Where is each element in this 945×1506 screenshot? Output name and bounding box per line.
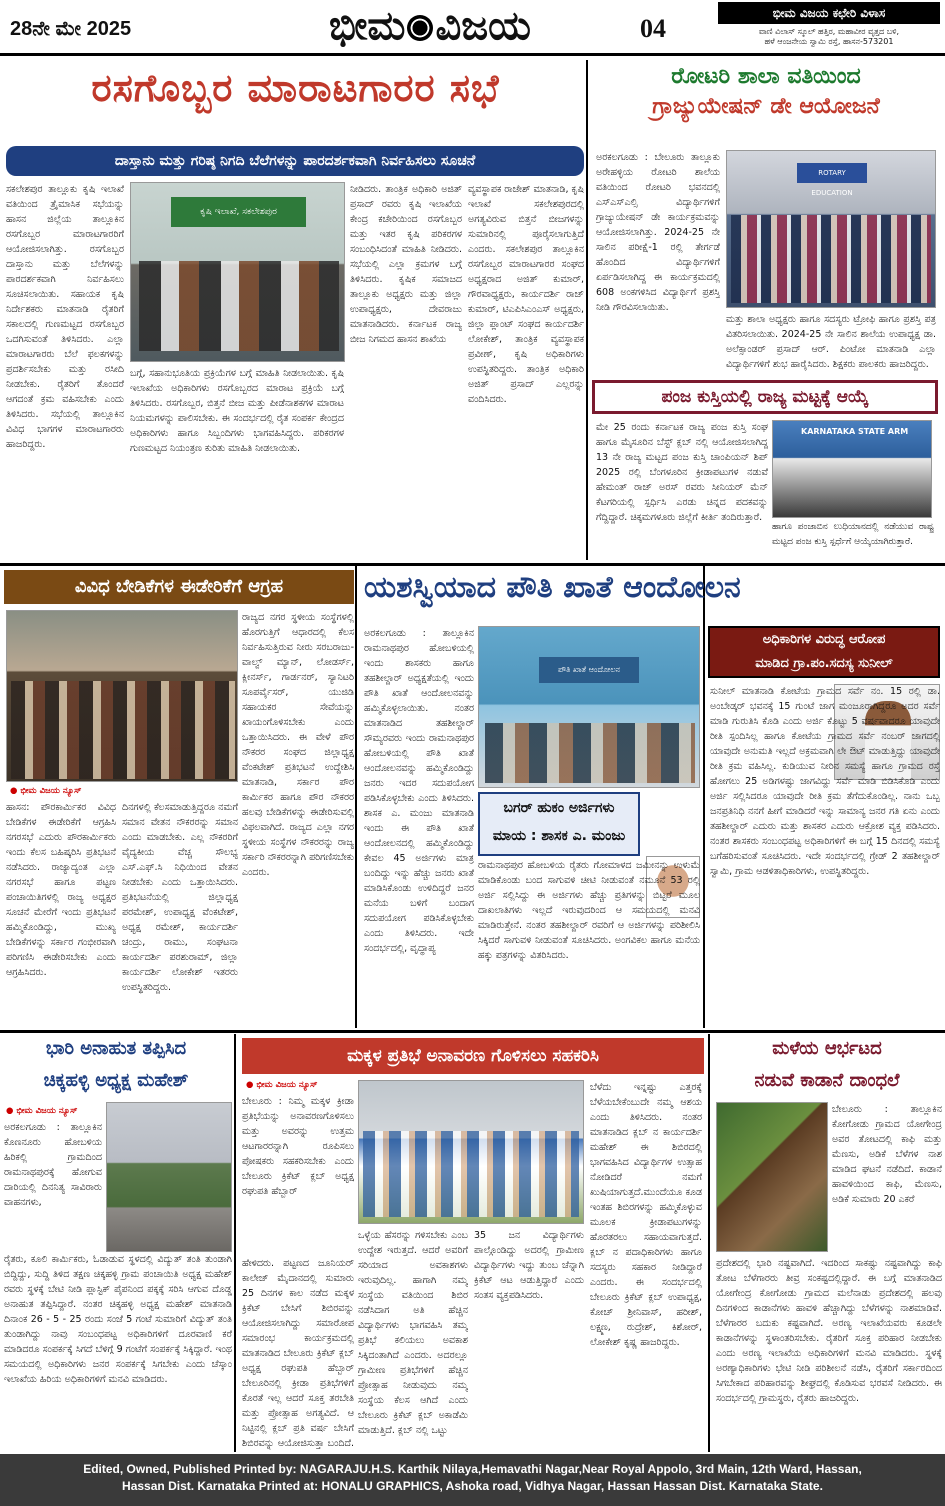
cricket-team-photo xyxy=(358,1080,584,1224)
text-body: ಸುನೀಲ್ ಮಾತನಾಡಿ ಕೋಟೆಯ ಗ್ರಾಮದ ಸರ್ವೆ ನಂ. 15 ರಲ್ಲಿ ಡಾ. ಅಂಬೇಡ್ಕರ್ ಭವನಕ್ಕೆ 15 ಗುಂಟೆ ಜಾಗ ಮಂಜೂರಾಗಿದ್ದರೂ ಅದರ ಸರ್ವೆ ಮಾಡಿ ಗುರುತಿಸಿ ಕೊಡಿ ಎಂದು ಅರ್ಜಿ ಕೊಟ್ಟು 5 ವರ್ಷವಾದರೂ ಯಾವುದೇ ರೀತಿ ಸ್ಪಂದಿಸಿಲ್ಲ ಹಾಗೂ ಕೋಟೆಯ ಗ್ರಾಮದ ಸರ್ವೆ ನಂಬರ್ ಜಾಗದಲ್ಲಿ ಯಾವುದೇ ಅನುಮತಿ ಇಲ್ಲದೆ ಅಕ್ರಮವಾಗಿ ಲೇ ಔಟ್ ಮಾಡುತ್ತಿದ್ದು ಯಾವುದೇ ರೀತಿ ಕ್ರಮ ವಹಿಸಿಲ್ಲ. ಕುಡಿಯುವ ನೀರಿನ ಸಮಸ್ಯೆ ಹಾಗೂ ಗ್ರಾಮದ ರಸ್ತೆ ಹೋಗಲು 25 ಅಡಿಗಳಷ್ಟು ಜಾಗವಿದ್ದು ಸರ್ವೆ ಮಾಡಿ ಬಿಡಿಸಿಕೊಡಿ ಎಂದು ಅರ್ಜಿ ಸಲ್ಲಿಸಿದರೂ ಯಾವುದೇ ರೀತಿ ಕ್ರಮ ತೆಗೆದುಕೊಂಡಿಲ್ಲ. ನಾನು ಒಬ್ಬ ಜನಪ್ರತಿನಿಧಿ ನನಗೆ ಹೀಗೆ ಮಾಡಿದರೆ ಇನ್ನು ಸಾಮಾನ್ಯ ಜನರ ಗತಿ ಏನು ಎಂದು ತಹಶೀಲ್ದಾರ್ ಎದುರು ಮತ್ತು ಶಾಸಕರ ಎದುರು ಆಕ್ರೋಶ ವ್ಯಕ್ತ ಪಡಿಸಿದರು. ನಂತರ ಶಾಸಕರು ಸಂಬಂಧಪಟ್ಟ ಅಧಿಕಾರಿಗಳಿಗೆ ಈ ಬಗ್ಗೆ 15 ದಿನದಲ್ಲಿ ಸಮಸ್ಯೆ ಬಗೆಹರಿಸುವಂತೆ ಸೂಚಿಸಿದರು. ಇದೇ ಸಂದರ್ಭದಲ್ಲಿ ಗ್ರೇಡ್ 2 ತಹಶೀಲ್ದಾರ್ ಸ್ವಾಮಿ, ಗ್ರಾಮ ಆಡಳಿತಾಧಿಕಾರಿಗಳು, ಉಪಸ್ಥಿತರಿದ್ದರು. xyxy=(710,686,940,877)
text-column-2: ರಾಮನಾಥಪುರ ಹೋಬಳಿಯ ರೈತರು ಗೋಮಾಳದ ಜಮೀನನ್ನು ಉಳುಮೆ ಮಾಡಿಕೊಂಡು ಬಂದ ಸಾಗುವಳಿ ಚೀಟಿ ನೀಡುವಂತೆ ನಮೂನೆ 53 ರಲ್ಲಿ ಅರ್ಜಿ ಸಲ್ಲಿಸಿದ್ದು ಈ ಅರ್ಜಿಗಳು ಹೆಚ್ಚು ಪ್ರತಿಗಳನ್ನು ಬಿಟ್ಟರೆ ಮೂಲ ದಾಖಲಾತಿಗಳು ಇಲ್ಲದೆ ಇರುವುದರಿಂದ ಆ ಸಮಯದಲ್ಲಿ ಮನವಿ ಮಾಡಿರುತ್ತೇನೆ. ನಂತರ ತಹಶೀಲ್ದಾರ್ ರವರಿಗೆ ಆ ಅರ್ಜಿಗಳನ್ನು ಪರಿಶೀಲಿಸಿ ಸಿಕ್ಕಿದರೆ ಸಾಗುವಳಿ ನೀಡುವಂತೆ ಸೂಚಿಸಿದರು. ಅಂಗವಿಕಲ ಹಾಗೂ ಮನೆಯ ಹಕ್ಕು ಪತ್ರಗಳನ್ನು ವಿತರಿಸಿದರು. xyxy=(478,860,700,961)
subhead-line-2: ಮಾಯ : ಶಾಸಕ ಎ. ಮಂಜು xyxy=(492,828,626,844)
text-column-1: ಅರಕಲಗೂಡು : ತಾಲ್ಲೂಕಿನ ರಾಮನಾಥಪುರ ಹೋಬಳಿಯಲ್ಲಿ ಇಂದು ಶಾಸಕರು ಹಾಗೂ ತಹಶೀಲ್ದಾರ್ ಅಧ್ಯಕ್ಷತೆಯಲ್ಲಿ ಇಂದು ಪೌತಿ ಖಾತೆ ಆಂದೋಲನವನ್ನು ಹಮ್ಮಿಕೊಳ್ಳಲಾಯಿತು. ನಂತರ ಮಾತನಾಡಿದ ತಹಶೀಲ್ದಾರ್ ಸೌಮ್ಯರವರು ಇಂದು ರಾಮನಾಥಪುರ ಹೋಬಳಿಯಲ್ಲಿ ಪೌತಿ ಖಾತೆ ಆಂದೋಲನವನ್ನು ಹಮ್ಮಿಕೊಂಡಿದ್ದು ಜನರು ಇದರ ಸದುಪಯೋಗ ಪಡಿಸಿಕೊಳ್ಳಬೇಕು ಎಂದು ತಿಳಿಸಿದರು. ಶಾಸಕ ಎ. ಮಂಜು ಮಾತನಾಡಿ ಇಂದು ಈ ಪೌತಿ ಖಾತೆ ಆಂದೋಲನದಲ್ಲಿ ಹಮ್ಮಿಕೊಂಡಿದ್ದು ಕೇವಲ 45 ಅರ್ಜಿಗಳು ಮಾತ್ರ ಬಂದಿದ್ದು ಇನ್ನು ಹೆಚ್ಚು ಜನರು ಖಾತೆ ಮಾಡಿಸಿಕೊಂಡು ಉಳಿದಿದ್ದರೆ ಜನರ ಮನೆಯ ಬಳಿಗೆ ಬಂದಾಗ ಸದುಪಯೋಗ ಪಡಿಸಿಕೊಳ್ಳಬೇಕು ಎಂದು ತಿಳಿಸಿದರು. ಇದೇ ಸಂದರ್ಭದಲ್ಲಿ, ವೃದ್ಧಾಪ್ಯ xyxy=(364,628,474,954)
article-chikkahalli-mahesh xyxy=(0,1034,236,1452)
dais-figures xyxy=(485,723,695,783)
masthead-title xyxy=(300,2,560,50)
text-column-3: 35 ಜನ ವಿದ್ಯಾರ್ಥಿಗಳು ಪಾಲ್ಗೊಂಡಿದ್ದು ಅದರಲ್ಲಿ ಗ್ರಾಮೀಣ ವಿದ್ಯಾರ್ಥಿಗಳು ಇದ್ದು ತುಂಬ ಚೆನ್ನಾಗಿ ಕ್ರಿಕೆಟ್ ಆಟ ಆಡುತ್ತಿದ್ದಾರೆ ಎಂದು ಸಂತಸ ವ್ಯಕ್ತಪಡಿಸಿದರು. xyxy=(474,1230,584,1301)
headline: ವಿವಿಧ ಬೇಡಿಕೆಗಳ ಈಡೇರಿಕೆಗೆ ಆಗ್ರಹ xyxy=(74,576,284,597)
imprint-line-2: Hassan Dist. Karnataka Printed at: HONALU GRAPHICS, Ashoka road, Vidhya Nagar, Hassan Hassan Dist. Karnataka State. xyxy=(122,1479,823,1493)
text-column-1: ಹಾಸನ: ಪೌರಕಾರ್ಮಿಕರ ವಿವಿಧ ಬೇಡಿಕೆಗಳ ಈಡೇರಿಕೆಗೆ ಆಗ್ರಹಿಸಿ ನಗರಸಭೆ ಎದುರು ಪೌರಕಾರ್ಮಿಕರು ಇಂದು ಕೆಲಸ ಬಹಿಷ್ಕರಿಸಿ ಪ್ರತಿಭಟನೆ ನಡೆಸಿದರು. ರಾಜ್ಯಾದ್ಯಂತ ಎಲ್ಲಾ ನಗರಸಭೆ ಹಾಗೂ ಪಟ್ಟಣ ಪಂಚಾಯಿತಿಗಳಲ್ಲಿ ರಾಜ್ಯ ಅಧ್ಯಕ್ಷರ ಸೂಚನೆ ಮೇರೆಗೆ ಇಂದು ಪ್ರತಿಭಟನೆ ಹಮ್ಮಿಕೊಂಡಿದ್ದು, ಮುಖ್ಯ ಬೇಡಿಕೆಗಳನ್ನು ಸರ್ಕಾರ ಗಂಭೀರವಾಗಿ ಪರಿಗಣಿಸಿ ಈಡೇರಿಸಬೇಕು ಎಂದು ಆಗ್ರಹಿಸಿದರು. xyxy=(6,802,116,978)
text-column-2: ರಾಜ್ಯದ ನಗರ ಸ್ಥಳೀಯ ಸಂಸ್ಥೆಗಳಲ್ಲಿ ಹೊರಗುತ್ತಿಗೆ ಆಧಾರದಲ್ಲಿ ಕೆಲಸ ನಿರ್ವಹಿಸುತ್ತಿರುವ ನೀರು ಸರಬರಾಜು-ವಾಲ್ವ್ ಮ್ಯಾನ್, ಲೋಡರ್ಸ್, ಕ್ಲೀನರ್ಸ್, ಗಾರ್ಡನರ್, ಸ್ಯಾನಿಟರಿ ಸೂಪರ್ವೈಸರ್, ಯುಜಿಡಿ ಸಹಾಯಕರ ಸೇವೆಯನ್ನು ಖಾಯಂಗೊಳಿಸಬೇಕು ಎಂದು ಒತ್ತಾಯಿಸಿದರು. ಈ ವೇಳೆ ಪೌರ ನೌಕರರ ಸಂಘದ ಜಿಲ್ಲಾಧ್ಯಕ್ಷ ವೆಂಕಟೇಶ್ ಪ್ರತಿಭಟನೆ ಉದ್ದೇಶಿಸಿ ಮಾತನಾಡಿ, ಸರ್ಕಾರ ಪೌರ ಕಾರ್ಮಿಕರ ಹಾಗೂ ಪೌರ ನೌಕರರ ಹಲವು ಬೇಡಿಕೆಗಳನ್ನು ಈಡೇರಿಸುವಲ್ಲಿ ವಿಫಲವಾಗಿದೆ. ರಾಜ್ಯದ ಎಲ್ಲಾ ನಗರ ಸ್ಥಳೀಯ ಸಂಸ್ಥೆಗಳ ನೌಕರರನ್ನು ರಾಜ್ಯ ಸರ್ಕಾರಿ ನೌಕರರನ್ನಾಗಿ ಪರಿಗಣಿಸಬೇಕು ಎಂದರು. xyxy=(242,612,354,878)
text-body: ಪ್ರದೇಶದಲ್ಲಿ ಭಾರಿ ನಷ್ಟವಾಗಿದೆ. ಇದರಿಂದ ಸಾಕಷ್ಟು ನಷ್ಟವಾಗಿದ್ದು ಕಾಫಿ ತೋಟ ಬೆಳೆಗಾರರು ತೀವ್ರ ಸಂಕಷ್ಟದಲ್ಲಿದ್ದಾರೆ. ಈ ಬಗ್ಗೆ ಮಾತನಾಡಿದ ಯೋಗೇಂದ್ರ ಕೋಗೋಡು ಗ್ರಾಮದ ಮಲೆನಾಡು ಪ್ರದೇಶದಲ್ಲಿ ಹಲವು ದಿನಗಳಿಂದ ಕಾಡಾನೆಗಳು ಹಾವಳಿ ಹೆಚ್ಚಾಗಿದ್ದು ಬೆಳೆಗಳನ್ನು ನಾಶಮಾಡಿವೆ. ಬೆಳೆಗಾರರ ಬದುಕು ಕಷ್ಟವಾಗಿದೆ. ಅರಣ್ಯ ಇಲಾಖೆಯವರು ಕೂಡಲೇ ಕಾಡಾನೆಗಳನ್ನು ಸ್ಥಳಾಂತರಿಸಬೇಕು. ರೈತರಿಗೆ ಸೂಕ್ತ ಪರಿಹಾರ ನೀಡಬೇಕು ಎಂದು ಅರಣ್ಯ ಇಲಾಖೆಯ ಅಧಿಕಾರಿಗಳಿಗೆ ಮನವಿ ಮಾಡಿದರು. ಸ್ಥಳಕ್ಕೆ ಅರಣ್ಯಾಧಿಕಾರಿಗಳು ಭೇಟಿ ನೀಡಿ ಪರಿಶೀಲನೆ ನಡೆಸಿ, ರೈತರಿಗೆ ಸರ್ಕಾರದಿಂದ ಸಿಗಬೇಕಾದ ಪರಿಹಾರವನ್ನು ಶೀಘ್ರದಲ್ಲಿ ಕೊಡಿಸುವ ಭರವಸೆ ನೀಡಿದರು. ಈ ಸಂದರ್ಭದಲ್ಲಿ ಗ್ರಾಮಸ್ಥರು, ರೈತರು ಹಾಜರಿದ್ದರು. xyxy=(716,1258,942,1404)
text-body: ಮೇ 25 ರಂದು ಕರ್ನಾಟಕ ರಾಜ್ಯ ಪಂಜ ಕುಸ್ತಿ ಸಂಘ ಹಾಗೂ ಮೈಸೂರಿನ ಬೆಸ್ಟ್ ಕ್ಲಬ್ ನಲ್ಲಿ ಆಯೋಜಿಸಲಾಗಿದ್ದ 13 ನೇ ರಾಜ್ಯ ಮಟ್ಟದ ಪಂಜ ಕುಸ್ತಿ ಚಾಂಪಿಯನ್ ಶಿಪ್ 2025 ರಲ್ಲಿ ಬೆಂಗಳೂರಿನ ಕ್ರೀಡಾಪಟುಗಳ ನಡುವೆ ಹೇಮಂತ್ ರಾಜ್ ಅರಸ್ ರವರು ಸೀನಿಯರ್ ಮೆನ್ ಕೆಟಗರಿಯಲ್ಲಿ ಸ್ಪರ್ಧಿಸಿ ಎರಡು ಚಿನ್ನದ ಪದಕವನ್ನು ಗೆದ್ದಿದ್ದಾರೆ. ಚಿಕ್ಕಮಗಳೂರು ಜಿಲ್ಲೆಗೆ ಕೀರ್ತಿ ತಂದಿರುತ್ತಾರೆ. xyxy=(596,422,768,523)
credit: ● ಭೀಮ ವಿಜಯ ನ್ಯೂಸ್ xyxy=(6,1106,78,1116)
imprint-line-1: Edited, Owned, Published Printed by: NAGARAJU.H.S. Karthik Nilaya,Hemavathi Nagar,Near Royal Appolo, 3rd Main, 12th Ward, Hassan, xyxy=(83,1462,862,1476)
article-fertilizer-meeting xyxy=(0,60,588,560)
headline-line-1: ಭಾರಿ ಅನಾಹುತ ತಪ್ಪಿಸಿದ xyxy=(45,1038,187,1059)
headline-box xyxy=(592,380,938,414)
headline-line-1: ಅಧಿಕಾರಿಗಳ ವಿರುದ್ಧ ಆರೋಪ xyxy=(762,632,886,647)
headline-box xyxy=(708,626,940,678)
article-rotary-graduation xyxy=(592,60,945,378)
headline-line-2: ಮಾಡಿದ ಗ್ರಾ.ಪಂ.ಸದಸ್ಯ ಸುನೀಲ್ xyxy=(755,656,893,671)
protest-photo xyxy=(6,610,238,782)
title-left: ಭೀಮ xyxy=(329,3,406,49)
text-intro: ಅರಕಲಗೂಡು : ತಾಲ್ಲೂಕಿನ ಕೊಣನೂರು ಹೋಬಳಿಯ ಹಿರಿಕಲ್ಲಿ ಗ್ರಾಮದಿಂದ ರಾಮನಾಥಪುರಕ್ಕೆ ಹೋಗುವ ದಾರಿಯಲ್ಲಿ ದಿನನಿತ್ಯ ಸಾವಿರಾರು ವಾಹನಗಳು, xyxy=(4,1122,102,1208)
damage-photo xyxy=(716,1102,828,1252)
article-cricket-camp xyxy=(238,1034,706,1452)
text-column-4: ವ್ಯವಸ್ಥಾಪಕ ರಾಜೇಶ್ ಮಾತನಾಡಿ, ಕೃಷಿ ಇಲಾಖೆ ಸಕಲೇಶಪುರದಲ್ಲಿ ಅಗತ್ಯವಿರುವ ಬಿತ್ತನೆ ಬೀಜಗಳನ್ನು ಸುಮಾರಿನಲ್ಲಿ ಪೂರೈಸಲಾಗುತ್ತಿದೆ ಎಂದರು. ಸಕಲೇಶಪುರ ತಾಲ್ಲೂಕಿನ ರಸಗೊಬ್ಬರ ಮಾರಾಟಗಾರರ ಸಂಘದ ಅಧ್ಯಕ್ಷರಾದ ಅಜಿತ್ ಕುಮಾರ್, ಗೌರವಾಧ್ಯಕ್ಷರು, ಕಾರ್ಯದರ್ಶಿ ರಾಜ್ ಕುಮಾರ್, ಟಿಎಪಿಸಿಎಂಎಸ್ ಅಧ್ಯಕ್ಷರು, ಜಿಲ್ಲಾ ಪ್ಲಾಂಟ್ ಸಂಘದ ಕಾರ್ಯದರ್ಶಿ ಲೋಕೇಶ್, ತಾಂತ್ರಿಕ ವ್ಯವಸ್ಥಾಪಕ ಪ್ರವೀಣ್, ಕೃಷಿ ಅಧಿಕಾರಿಗಳು ಉಪಸ್ಥಿತರಿದ್ದರು. ತಾಂತ್ರಿಕ ಅಧಿಕಾರಿ ಅಜಿತ್ ಪ್ರಸಾದ್ ಎಲ್ಲರನ್ನು ವಂದಿಸಿದರು. xyxy=(468,184,584,405)
students-figures xyxy=(731,215,931,303)
headline-line-2: ನಡುವೆ ಕಾಡಾನೆ ದಾಂಧಲೆ xyxy=(754,1070,900,1091)
winner-photo xyxy=(772,420,932,518)
crowd-figures xyxy=(11,681,235,779)
headline-line-2: ಚಿಕ್ಕಹಳ್ಳಿ ಅಧ್ಯಕ್ಷ ಮಹೇಶ್ xyxy=(43,1070,189,1091)
credit: ● ಭೀಮ ವಿಜಯ ನ್ಯೂಸ್ xyxy=(246,1080,318,1090)
page-number: 04 xyxy=(640,14,666,43)
subhead-line-1: ಬಗರ್ ಹುಕಂ ಅರ್ಜಿಗಳು xyxy=(503,800,615,816)
road-photo xyxy=(106,1102,232,1252)
text-column-4: ಬೆಳೆದು ಇನ್ನಷ್ಟು ಎತ್ತರಕ್ಕೆ ಬೆಳೆಯಬೇಕೆಂಬುದೇ ನಮ್ಮ ಆಶಯ ಎಂದು ತಿಳಿಸಿದರು. ನಂತರ ಮಾತನಾಡಿದ ಕ್ಲಬ್ ನ ಕಾರ್ಯದರ್ಶಿ ಮಹೇಶ್ ಈ ಶಿಬಿರದಲ್ಲಿ ಭಾಗವಹಿಸಿದ ವಿದ್ಯಾರ್ಥಿಗಳ ಉತ್ಸಾಹ ನೋಡಿದರೆ ನಮಗೆ ಖುಷಿಯಾಗುತ್ತದೆ.ಮುಂದೆಯೂ ಕೂಡ ಇಂತಹ ಶಿಬಿರಗಳನ್ನು ಹಮ್ಮಿಕೊಳ್ಳುವ ಮೂಲಕ ಕ್ರೀಡಾಪಟುಗಳನ್ನು ಹೊರತರಲು ಸಹಾಯವಾಗುತ್ತದೆ. ಕ್ಲಬ್ ನ ಪದಾಧಿಕಾರಿಗಳು ಹಾಗೂ ಸದಸ್ಯರು ಸಹಕಾರ ನೀಡಿದ್ದಾರೆ ಎಂದರು. ಈ ಸಂದರ್ಭದಲ್ಲಿ ಬೇಲೂರು ಕ್ರಿಕೆಟ್ ಕ್ಲಬ್ ಉಪಾಧ್ಯಕ್ಷ, ಕೋಚ್ ಶ್ರೀನಿವಾಸ್, ಹರೀಶ್, ಲಕ್ಷ್ಮಣ, ರುದ್ರೇಶ್, ಕಿಶೋರ್, ಲೋಕೇಶ್ ಕೃಷ್ಣ ಹಾಜರಿದ್ದರು. xyxy=(590,1082,702,1348)
text-column-2: ಒಳ್ಳೆಯ ಹೆಸರನ್ನು ಗಳಿಸಬೇಕು ಎಂಬ ಉದ್ದೇಶ ಇರುತ್ತದೆ. ಆದರೆ ಅವರಿಗೆ ಸರಿಯಾದ ಅವಕಾಶಗಳು ಇರುವುದಿಲ್ಲ. ಹಾಗಾಗಿ ನಮ್ಮ ಸಂಸ್ಥೆಯ ವತಿಯಿಂದ ಶಿಬಿರ ನಡೆಸಿದಾಗ ಅತಿ ಹೆಚ್ಚಿನ ವಿದ್ಯಾರ್ಥಿಗಳು ಭಾಗವಹಿಸಿ ತಮ್ಮ ಪ್ರತಿಭೆ ಕಲಿಯಲು ಅವಕಾಶ ಸಿಕ್ಕಿದಂತಾಗಿದೆ ಎಂದರು. ಅದರಲ್ಲೂ ಗ್ರಾಮೀಣ ಪ್ರತಿಭೆಗಳಿಗೆ ಹೆಚ್ಚಿನ ಪ್ರೋತ್ಸಾಹ ನೀಡುವುದು ನಮ್ಮ ಸಂಸ್ಥೆಯ ಕೆಲಸ ಆಗಿದೆ ಎಂದು ಬೇಲೂರು ಕ್ರಿಕೆಟ್ ಕ್ಲಬ್ ಅಕಾಡೆಮಿ ಮಾಡುತ್ತಿದೆ. ಕ್ಲಬ್ ನಲ್ಲಿ ಒಟ್ಟು xyxy=(358,1230,468,1436)
title-right: ವಿಜಯ xyxy=(435,3,531,49)
article-arm-wrestling xyxy=(592,380,945,562)
divider xyxy=(0,1030,945,1033)
subhead: ದಾಸ್ತಾನು ಮತ್ತು ಗರಿಷ್ಠ ನಿಗದಿ ಬೆಲೆಗಳನ್ನು ಪಾರದರ್ಶಕವಾಗಿ ನಿರ್ವಹಿಸಲು ಸೂಚನೆ xyxy=(114,153,476,169)
people-figures xyxy=(139,261,339,351)
text-column-2: ಮತ್ತು ಶಾಲಾ ಅಧ್ಯಕ್ಷರು ಹಾಗೂ ಸದಸ್ಯರು ಟ್ರೋಫಿ ಹಾಗೂ ಪ್ರಶಸ್ತಿ ಪತ್ರ ವಿತರಿಸಲಾಯಿತು. 2024-25 ನೇ ಸಾಲಿನ ಶಾಲೆಯ ಉಪಾಧ್ಯಕ್ಷ ಡಾ. ಅಲೆಕ್ಸಾಂಡರ್ ಪ್ರಸಾದ್ ಆರ್. ಪಿಂಟೋ ಮಾತನಾಡಿ ಎಲ್ಲಾ ವಿದ್ಯಾರ್ಥಿಗಳಿಗೆ ಶುಭ ಹಾರೈಸಿದರು. ಶಿಕ್ಷಕರು ಪಾಲಕರು ಹಾಜರಿದ್ದರು. xyxy=(726,314,936,370)
text-body: ರೈತರು, ಕೂಲಿ ಕಾರ್ಮಿಕರು, ಓಡಾಡುವ ಸ್ಥಳದಲ್ಲಿ ವಿದ್ಯುತ್ ತಂತಿ ತುಂಡಾಗಿ ಬಿದ್ದಿದ್ದು, ಸುದ್ದಿ ತಿಳಿದ ತಕ್ಷಣ ಚಿಕ್ಕಹಳ್ಳಿ ಗ್ರಾಮ ಪಂಚಾಯಿತಿ ಅಧ್ಯಕ್ಷ ಮಹೇಶ್ ರವರು ಸ್ಥಳಕ್ಕೆ ಬೇಟಿ ನೀಡಿ ಪ್ಲಾಸ್ಟಿಕ್ ಪೈಪನಿಂದ ಪಕ್ಕಕ್ಕೆ ಸರಿಸಿ ಆಗುವ ದೊಡ್ಡ ಅನಾಹುತ ತಪ್ಪಿಸಿದ್ದಾರೆ. ನಂತರ ಚಿಕ್ಕಹಳ್ಳಿ ಅಧ್ಯಕ್ಷ ಮಹೇಶ್ ಮಾತನಾಡಿ ದಿನಾಂಕ 26 - 5 - 25 ರಂದು ಸಂಜೆ 5 ಗಂಟೆ ಸುಮಾರಿಗೆ ವಿದ್ಯುತ್ ತಂತಿ ತುಂಡಾಗಿದ್ದು ನಾವು ಸಂಬಂಧಪಟ್ಟ ಅಧಿಕಾರಿಗಳಿಗೆ ದೂರವಾಣಿ ಕರೆ ಮಾಡಿದರೂ ಸಂಪರ್ಕಕ್ಕೆ ಸಿಗದೆ ಬೆಳಿಗ್ಗೆ 9 ಗಂಟೆಗೆ ಸಂಪರ್ಕಕ್ಕೆ ಸಿಕ್ಕಿದ್ದಾರೆ. ಇಂಥ ಸಮಯದಲ್ಲಿ ಅಧಿಕಾರಿಗಳು ಜನರ ಸಂಪರ್ಕಕ್ಕೆ ಸಿಗಬೇಕು ಎಂದು ಚೆಸ್ಕಾಂ ಇಲಾಖೆಯ ಹಿರಿಯ ಅಧಿಕಾರಿಗಳಿಗೆ ಮನವಿ ಮಾಡಿದರು. xyxy=(4,1254,232,1385)
article-allegation-sunil xyxy=(708,626,945,1028)
meeting-photo xyxy=(130,182,345,362)
text-intro: ಬೇಲೂರು : ನಿಮ್ಮ ಮಕ್ಕಳ ಕ್ರೀಡಾ ಪ್ರತಿಭೆಯನ್ನು ಅನಾವರಣಗೊಳಿಸಲು ಮತ್ತು ಅವರನ್ನು ಉತ್ತಮ ಆಟಗಾರರನ್ನಾಗಿ ರೂಪಿಸಲು ಪೋಷಕರು ಸಹಕರಿಸಬೇಕು ಎಂದು ಬೇಲೂರು ಕ್ರಿಕೆಟ್ ಕ್ಲಬ್ ಅಧ್ಯಕ್ಷ ರಘುಪತಿ ಹೆಬ್ಬಾರ್ xyxy=(242,1096,354,1197)
text-side: ಹಾಗೂ ಪಂಜಾಬಿನ ಲುಧಿಯಾನದಲ್ಲಿ ನಡೆಯುವ ರಾಷ್ಟ್ರ ಮಟ್ಟದ ಪಂಜ ಕುಸ್ತಿ ಸ್ಪರ್ಧೆಗೆ ಆಯ್ಕೆಯಾಗಿರುತ್ತಾರೆ. xyxy=(772,522,934,547)
title-sun-icon xyxy=(407,15,433,41)
photo-banner: ಕೃಷಿ ಇಲಾಖೆ, ಸಕಲೇಶಪುರ xyxy=(171,197,306,227)
subhead-box xyxy=(478,792,640,856)
issue-date: 28ನೇ ಮೇ 2025 xyxy=(10,18,132,40)
subhead-bar xyxy=(6,146,584,176)
text-column-1: ಅರಕಲಗೂಡು : ಬೇಲೂರು ತಾಲ್ಲೂಕು ಅರೇಹಳ್ಳಿಯ ರೋಟರಿ ಶಾಲೆಯ ವತಿಯಿಂದ ರೋಟರಿ ಭವನದಲ್ಲಿ ಎಸ್ಎಸ್ಎಲ್ಸಿ ವಿದ್ಯಾರ್ಥಿಗಳಿಗೆ ಗ್ರಾಜ್ಯುಯೇಷನ್ ಡೇ ಕಾರ್ಯಕ್ರಮವನ್ನು ಆಯೋಜಿಸಲಾಗಿತ್ತು. 2024-25 ನೇ ಸಾಲಿನ ಪರೀಕ್ಷೆ-1 ರಲ್ಲಿ ತೇರ್ಗಡೆ ಹೊಂದಿದ ವಿದ್ಯಾರ್ಥಿಗಳಿಗೆ ಏರ್ಪಡಿಸಲಾಗಿದ್ದ ಈ ಕಾರ್ಯಕ್ರಮದಲ್ಲಿ 608 ಅಂಕಗಳಿಸಿದ ವಿದ್ಯಾರ್ಥಿಗೆ ಪ್ರಶಸ್ತಿ ನೀಡಿ ಗೌರವಿಸಲಾಯಿತು. xyxy=(596,152,720,313)
headline: ರಸಗೊಬ್ಬರ ಮಾರಾಟಗಾರರ ಸಭೆ xyxy=(91,66,500,110)
players-figures xyxy=(363,1131,579,1217)
office-address-2: ಹಳೆ ಆಂಜನೇಯ ಸ್ವಾಮಿ ರಸ್ತೆ, ಹಾಸನ-573201 xyxy=(764,37,894,46)
headline-bar xyxy=(4,570,354,604)
headline-line-2: ಗ್ರಾಜ್ಯುಯೇಷನ್ ಡೇ ಆಯೋಜನೆ xyxy=(652,94,880,119)
text-intro: ಬೇಲೂರು : ತಾಲ್ಲೂಕಿನ ಕೋಗೋಡು ಗ್ರಾಮದ ಯೋಗೇಂದ್ರ ಅವರ ತೋಟದಲ್ಲಿ ಕಾಫಿ ಮತ್ತು ಮೆಣಸು, ಅಡಿಕೆ ಬೆಳೆಗಳ ನಾಶ ಮಾಡಿದ ಘಟನೆ ನಡೆದಿದೆ. ಕಾಡಾನೆ ಹಾವಳಿಯಿಂದ ಕಾಫಿ, ಮೆಣಸು, ಅಡಿಕೆ ಸುಮಾರು 20 ಎಕರೆ xyxy=(832,1104,942,1205)
credit: ● ಭೀಮ ವಿಜಯ ನ್ಯೂಸ್ xyxy=(10,786,82,796)
headline-line-1: ಮಳೆಯ ಆರ್ಭಟದ xyxy=(772,1038,882,1059)
text-column-1: ಹೇಳಿದರು. ಪಟ್ಟಣದ ಜೂನಿಯರ್ ಕಾಲೇಜ್ ಮೈದಾನದಲ್ಲಿ ಸುಮಾರು 25 ದಿನಗಳ ಕಾಲ ನಡೆದ ಮಕ್ಕಳ ಕ್ರಿಕೆಟ್ ಬೇಸಿಗೆ ಶಿಬಿರವನ್ನು ಆಯೋಜಿಸಲಾಗಿದ್ದು ಸಮಾರೋಪ ಸಮಾರಂಭ ಕಾರ್ಯಕ್ರಮದಲ್ಲಿ ಮಾತನಾಡಿದ ಬೇಲೂರು ಕ್ರಿಕೆಟ್ ಕ್ಲಬ್ ಅಧ್ಯಕ್ಷ ರಘುಪತಿ ಹೆಬ್ಬಾರ್ ಬೇಲೂರಿನಲ್ಲಿ ಕ್ರೀಡಾ ಪ್ರತಿಭೆಗಳಿಗೆ ಕೊರತೆ ಇಲ್ಲ ಆದರೆ ಸೂಕ್ತ ತರಬೇತಿ ಮತ್ತು ಪ್ರೋತ್ಸಾಹ ಅಗತ್ಯವಿದೆ. ಆ ನಿಟ್ಟಿನಲ್ಲಿ ಕ್ಲಬ್ ಪ್ರತಿ ವರ್ಷ ಬೇಸಿಗೆ ಶಿಬಿರವನ್ನು ಆಯೋಜಿಸುತ್ತಾ ಬಂದಿದೆ. xyxy=(242,1258,354,1449)
text-column-1: ಸಕಲೇಶಪುರ ತಾಲ್ಲೂಕು ಕೃಷಿ ಇಲಾಖೆ ವತಿಯಿಂದ ತ್ರೈಮಾಸಿಕ ಸಭೆಯನ್ನು ಹಾಸನ ಜಿಲ್ಲೆಯ ತಾಲ್ಲೂಕಿನ ರಸಗೊಬ್ಬರ ಮಾರಾಟಗಾರರಿಗೆ ಆಯೋಜಿಸಲಾಗಿತ್ತು. ರಸಗೊಬ್ಬರ ದಾಸ್ತಾನು ಮತ್ತು ಬೆಲೆಗಳನ್ನು ಪಾರದರ್ಶಕವಾಗಿ ನಿರ್ವಹಿಸಲು ಸೂಚಿಸಲಾಯಿತು. ಸಹಾಯಕ ಕೃಷಿ ನಿರ್ದೇಶಕರು ಮಾತನಾಡಿ ರೈತರಿಗೆ ಸಕಾಲದಲ್ಲಿ ಗುಣಮಟ್ಟದ ರಸಗೊಬ್ಬರ ಒದಗಿಸುವಂತೆ ತಿಳಿಸಿದರು. ಎಲ್ಲಾ ಮಾರಾಟಗಾರರು ಬೆಲೆ ಫಲಕಗಳನ್ನು ಪ್ರದರ್ಶಿಸಬೇಕು ಮತ್ತು ರಸೀದಿ ನೀಡಬೇಕು. ರೈತರಿಗೆ ತೊಂದರೆ ಆಗದಂತೆ ಕ್ರಮ ವಹಿಸಬೇಕು ಎಂದು ತಿಳಿಸಿದರು. ಸಭೆಯಲ್ಲಿ ತಾಲ್ಲೂಕಿನ ವಿವಿಧ ಭಾಗಗಳ ಮಾರಾಟಗಾರರು ಹಾಜರಿದ್ದರು. xyxy=(6,184,124,450)
event-photo xyxy=(478,626,700,788)
photo-banner: ಪೌತಿ ಖಾತೆ ಆಂದೋಲನ xyxy=(539,657,639,683)
headline-bar xyxy=(242,1038,704,1074)
text-column-3: ನೀಡಿದರು. ತಾಂತ್ರಿಕ ಅಧಿಕಾರಿ ಅಜಿತ್ ಪ್ರಸಾದ್ ರವರು ಕೃಷಿ ಇಲಾಖೆಯ ಕೇಂದ್ರ ಕಚೇರಿಯಿಂದ ರಸಗೊಬ್ಬರ ಮತ್ತು ಇತರ ಕೃಷಿ ಪರಿಕರಗಳ ಸಂಬಂಧಿಸಿದಂತೆ ಮಾಹಿತಿ ನೀಡಿದರು. ಸಭೆಯಲ್ಲಿ ಎಲ್ಲಾ ಕ್ರಮಗಳ ಬಗ್ಗೆ ತಿಳಿಸಿದರು. ಕೃಷಿಕ ಸಮಾಜದ ತಾಲ್ಲೂಕು ಅಧ್ಯಕ್ಷರು ಮತ್ತು ಜಿಲ್ಲಾ ಉಪಾಧ್ಯಕ್ಷರು, ದೇವರಾಜು ಮಾತನಾಡಿದರು. ಕರ್ನಾಟಕ ರಾಜ್ಯ ಬೀಜ ನಿಗಮದ ಹಾಸನ ಶಾಖೆಯ xyxy=(350,184,462,345)
headline: ಯಶಸ್ವಿಯಾದ ಪೌತಿ ಖಾತೆ ಆಂದೋಲನ xyxy=(364,570,741,605)
headline: ಪಂಜ ಕುಸ್ತಿಯಲ್ಲಿ ರಾಜ್ಯ ಮಟ್ಟಕ್ಕೆ ಆಯ್ಕೆ xyxy=(661,387,869,407)
imprint-footer xyxy=(0,1454,945,1506)
photo-banner: KARNATAKA STATE ARM xyxy=(801,427,909,436)
office-address-1: ವಾಣಿ ವಿಲಾಸ್ ಸ್ಕೂಲ್ ಹತ್ತಿರ, ಮಹಾವೀರ ವೃತ್ತದ ಬಳಿ, xyxy=(758,27,900,36)
graduation-photo xyxy=(726,150,936,308)
article-demands-protest xyxy=(0,566,357,1028)
text-column-2: ಬಗ್ಗೆ, ಸಹಾನುಭೂತಿಯ ಪ್ರಕ್ರಿಯೆಗಳ ಬಗ್ಗೆ ಮಾಹಿತಿ ನೀಡಲಾಯಿತು. ಕೃಷಿ ಇಲಾಖೆಯ ಅಧಿಕಾರಿಗಳು ರಸಗೊಬ್ಬರದ ಮಾರಾಟ ಪ್ರಕ್ರಿಯೆ ಬಗ್ಗೆ ತಿಳಿಸಿದರು. ರಸಗೊಬ್ಬರ, ಬಿತ್ತನೆ ಬೀಜ ಮತ್ತು ಪೀಡೆನಾಶಕಗಳ ಮಾರಾಟ ನಿಯಮಗಳನ್ನು ಪಾಲಿಸಬೇಕು. ಈ ಸಂದರ್ಭದಲ್ಲಿ ರೈತ ಸಂಪರ್ಕ ಕೇಂದ್ರದ ಅಧಿಕಾರಿಗಳು ಹಾಗೂ ಸಿಬ್ಬಂದಿಗಳು ಭಾಗವಹಿಸಿದ್ದರು. ಪರಿಕರಗಳ ಗುಣಮಟ್ಟದ ನಿಯಂತ್ರಣ ಕುರಿತು ಮಾಹಿತಿ ನೀಡಲಾಯಿತು. xyxy=(130,368,344,454)
text-column-3: ದಿನಗಳಲ್ಲಿ ಕೆಲಸಮಾಡುತ್ತಿದ್ದರೂ ನಮಗೆ ಸಮಾನ ವೇತನ ನೌಕರರನ್ನು ಸಮಾನ ಎಂದು ಮಾಡಬೇಕು. ಎಲ್ಲ ನೌಕರರಿಗೆ ವೈದ್ಯಕೀಯ ವೆಚ್ಚ ಸೌಲಭ್ಯ ಎಸ್.ಎಫ್.ಸಿ ನಿಧಿಯಿಂದ ವೇತನ ನೀಡಬೇಕು ಎಂದು ಒತ್ತಾಯಿಸಿದರು. ಪ್ರತಿಭಟನೆಯಲ್ಲಿ ಜಿಲ್ಲಾಧ್ಯಕ್ಷ ಪರಮೇಶ್, ಉಪಾಧ್ಯಕ್ಷ ವೆಂಕಟೇಶ್, ಅಧ್ಯಕ್ಷ ರಮೇಶ್, ಕಾರ್ಯದರ್ಶಿ ಚಂದ್ರು, ರಾಮು, ಸಂಘಟನಾ ಕಾರ್ಯದರ್ಶಿ ಪರಶುರಾಮ್, ಜಿಲ್ಲಾ ಕಾರ್ಯದರ್ಶಿ ಲೋಕೇಶ್ ಇತರರು ಉಪಸ್ಥಿತರಿದ್ದರು. xyxy=(122,802,238,993)
headline: ಮಕ್ಕಳ ಪ್ರತಿಭೆ ಅನಾವರಣ ಗೊಳಿಸಲು ಸಹಕರಿಸಿ xyxy=(347,1046,599,1066)
article-pauthi-khate xyxy=(360,566,741,1028)
masthead xyxy=(0,0,945,56)
headline-line-1: ರೋಟರಿ ಶಾಲಾ ವತಿಯಿಂದ xyxy=(671,64,861,89)
photo-banner: ROTARY EDUCATION xyxy=(797,163,867,183)
office-address-box xyxy=(718,2,940,52)
office-title: ಭೀಮ ವಿಜಯ ಕಛೇರಿ ವಿಳಾಸ xyxy=(718,2,940,24)
article-elephant-menace xyxy=(708,1034,945,1452)
